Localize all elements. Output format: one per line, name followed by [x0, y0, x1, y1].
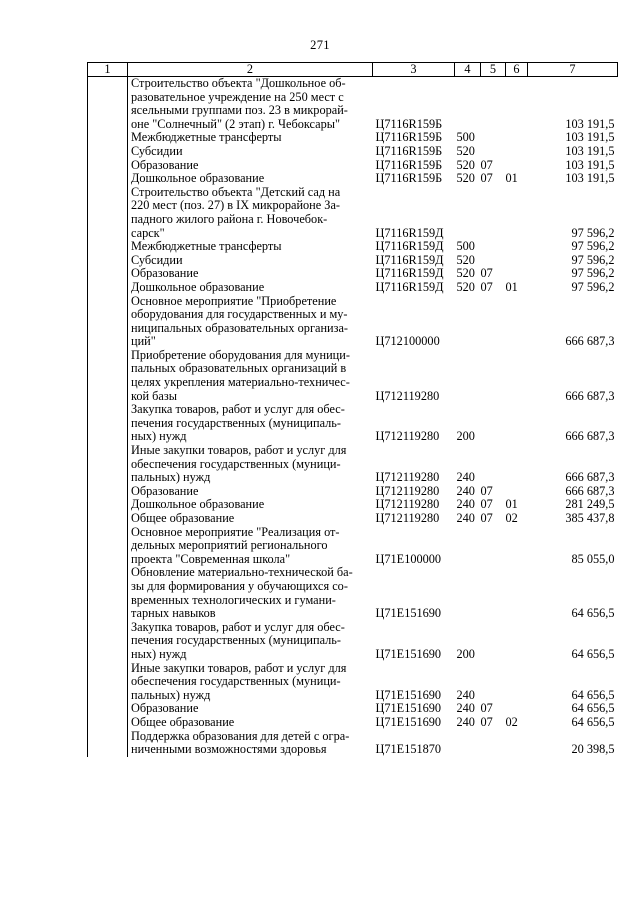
- item-name-cell: [128, 186, 373, 240]
- item-name-line: Субсидии: [131, 143, 183, 158]
- table-row: [88, 444, 618, 485]
- target-code-cell: Ц7116R159Б: [375, 143, 443, 158]
- item-name-line: Образование: [131, 701, 199, 716]
- amount-cell: 97 596,2: [571, 239, 615, 254]
- subsection-cell: [506, 485, 528, 499]
- expense-type-cell: [455, 186, 481, 240]
- target-code-cell: Ц7116R159Б: [375, 157, 443, 172]
- item-name-line: ниченными возможностями здоровья: [131, 742, 327, 757]
- section-cell: [481, 403, 506, 444]
- subsection-cell: [506, 186, 528, 240]
- amount-cell: 64 656,5: [571, 646, 615, 661]
- item-name-line: ных) нужд: [131, 646, 187, 661]
- item-name-cell: [128, 254, 373, 268]
- item-name-cell: [128, 267, 373, 281]
- expense-type-cell: 200: [456, 646, 475, 661]
- target-code-cell: Ц7116R159Д: [375, 239, 444, 254]
- item-name-cell: [128, 240, 373, 254]
- row-number-cell: [88, 702, 128, 716]
- amount-cell: 666 687,3: [565, 388, 615, 403]
- section-cell: [481, 254, 506, 268]
- amount-cell: 385 437,8: [565, 511, 615, 525]
- target-code-cell: Ц7116R159Б: [375, 171, 443, 186]
- section-cell: 07: [480, 511, 493, 525]
- item-name-cell: [128, 730, 373, 757]
- table-row: [88, 159, 618, 173]
- item-name-line: Образование: [131, 483, 199, 498]
- section-cell: [481, 240, 506, 254]
- subsection-cell: [506, 526, 528, 567]
- section-cell: [481, 131, 506, 145]
- target-code-cell: Ц712119280: [375, 511, 440, 525]
- expense-type-cell: 520: [456, 266, 475, 281]
- row-number-cell: [88, 267, 128, 281]
- expense-type-cell: 240: [456, 687, 475, 702]
- subsection-cell: [506, 267, 528, 281]
- subsection-cell: [506, 662, 528, 703]
- item-name-line: зы для формирования у обучающихся со-: [131, 578, 348, 593]
- target-code-cell: Ц71Е151690: [375, 714, 442, 729]
- subsection-cell: [506, 403, 528, 444]
- target-code-cell: Ц712100000: [375, 334, 440, 349]
- col-header-1: 1: [88, 63, 128, 77]
- column-number-header-row: [88, 63, 618, 77]
- amount-cell: 103 191,5: [565, 143, 615, 158]
- section-cell: [481, 566, 506, 620]
- item-name-line: Общее образование: [131, 511, 235, 525]
- item-name-line: Строительство объекта "Детский сад на: [131, 184, 341, 199]
- subsection-cell: [506, 145, 528, 159]
- expense-type-cell: 520: [456, 279, 475, 294]
- item-name-cell: [128, 716, 373, 730]
- item-name-line: Основное мероприятие "Реализация от-: [131, 524, 340, 539]
- expense-type-cell: 240: [456, 714, 475, 729]
- item-name-cell: [128, 145, 373, 159]
- amount-cell: 666 687,3: [565, 483, 615, 498]
- amount-cell: 85 055,0: [571, 551, 615, 566]
- target-code-cell: Ц7116R159Б: [375, 130, 443, 145]
- section-cell: [481, 730, 506, 757]
- item-name-cell: [128, 281, 373, 295]
- col-header-4: 4: [455, 63, 481, 77]
- row-number-cell: [88, 131, 128, 145]
- item-name-line: Общее образование: [131, 714, 235, 729]
- target-code-cell: Ц71Е151690: [375, 646, 442, 661]
- col-header-3: 3: [373, 63, 455, 77]
- section-cell: 07: [480, 483, 493, 498]
- table-row: [88, 186, 618, 240]
- expense-type-cell: [455, 349, 481, 403]
- item-name-line: проекта "Современная школа": [131, 551, 291, 566]
- item-name-line: ниципальных образовательных организа-: [131, 320, 349, 335]
- item-name-line: сарск": [131, 225, 165, 240]
- subsection-cell: 01: [505, 497, 518, 512]
- target-code-cell: Ц7116R159Б: [375, 116, 443, 131]
- item-name-cell: [128, 77, 373, 132]
- row-number-cell: [88, 662, 128, 703]
- subsection-cell: 01: [505, 171, 518, 186]
- table-row: [88, 172, 618, 186]
- table-row: [88, 267, 618, 281]
- table-row: [88, 702, 618, 716]
- section-cell: [481, 77, 506, 132]
- item-name-cell: [128, 172, 373, 186]
- amount-cell: 64 656,5: [571, 606, 615, 621]
- table-row: [88, 295, 618, 349]
- section-cell: [481, 145, 506, 159]
- item-name-cell: [128, 621, 373, 662]
- amount-cell: 281 249,5: [565, 497, 615, 512]
- table-row: [88, 485, 618, 499]
- amount-cell: 97 596,2: [571, 279, 615, 294]
- amount-cell: 666 687,3: [565, 334, 615, 349]
- amount-cell: 64 656,5: [571, 687, 615, 702]
- item-name-line: Поддержка образования для детей с огра-: [131, 728, 350, 743]
- expense-type-cell: [455, 295, 481, 349]
- table-row: [88, 526, 618, 567]
- subsection-cell: [506, 254, 528, 268]
- section-cell: [481, 349, 506, 403]
- expense-type-cell: [455, 566, 481, 620]
- item-name-cell: [128, 702, 373, 716]
- item-name-line: Иные закупки товаров, работ и услуг для: [131, 660, 347, 675]
- subsection-cell: [506, 730, 528, 757]
- row-number-cell: [88, 240, 128, 254]
- target-code-cell: Ц712119280: [375, 483, 440, 498]
- amount-cell: 103 191,5: [565, 116, 615, 131]
- amount-cell: 97 596,2: [571, 225, 615, 240]
- subsection-cell: [506, 349, 528, 403]
- col-header-5: 5: [481, 63, 506, 77]
- target-code-cell: Ц7116R159Д: [375, 279, 444, 294]
- item-name-line: Образование: [131, 266, 199, 281]
- item-name-line: ных) нужд: [131, 429, 187, 444]
- row-number-cell: [88, 254, 128, 268]
- target-code-cell: Ц71Е151870: [375, 742, 442, 757]
- expense-type-cell: 240: [456, 511, 475, 525]
- section-cell: 07: [480, 157, 493, 172]
- target-code-cell: Ц712119280: [375, 388, 440, 403]
- col-header-2: 2: [128, 63, 373, 77]
- table-row: [88, 77, 618, 132]
- expense-type-cell: 520: [456, 157, 475, 172]
- item-name-line: Субсидии: [131, 252, 183, 267]
- section-cell: [481, 186, 506, 240]
- table-row: [88, 145, 618, 159]
- amount-cell: 64 656,5: [571, 701, 615, 716]
- item-name-line: тарных навыков: [131, 606, 216, 621]
- item-name-line: обеспечения государственных (муници-: [131, 456, 341, 471]
- target-code-cell: Ц7116R159Д: [375, 252, 444, 267]
- section-cell: [481, 662, 506, 703]
- item-name-line: Закупка товаров, работ и услуг для обес-: [131, 402, 345, 417]
- expense-type-cell: 240: [456, 470, 475, 485]
- amount-cell: 97 596,2: [571, 266, 615, 281]
- section-cell: 07: [480, 171, 493, 186]
- item-name-line: ясельными группами поз. 23 в микрорай-: [131, 103, 348, 118]
- amount-cell: 103 191,5: [565, 171, 615, 186]
- target-code-cell: Ц71Е151690: [375, 701, 442, 716]
- section-cell: [481, 526, 506, 567]
- amount-cell: 666 687,3: [565, 470, 615, 485]
- row-number-cell: [88, 186, 128, 240]
- table-row: [88, 254, 618, 268]
- item-name-line: печения государственных (муниципаль-: [131, 633, 341, 648]
- item-name-line: оборудования для государственных и му-: [131, 307, 348, 322]
- item-name-line: печения государственных (муниципаль-: [131, 415, 341, 430]
- item-name-line: ций": [131, 334, 156, 349]
- row-number-cell: [88, 172, 128, 186]
- row-number-cell: [88, 526, 128, 567]
- subsection-cell: [506, 77, 528, 132]
- subsection-cell: 02: [505, 714, 518, 729]
- row-number-cell: [88, 512, 128, 526]
- item-name-cell: [128, 526, 373, 567]
- item-name-line: Межбюджетные трансферты: [131, 239, 282, 254]
- item-name-line: Приобретение оборудования для муници-: [131, 347, 350, 362]
- item-name-cell: [128, 498, 373, 512]
- item-name-line: Обновление материально-технической ба-: [131, 565, 353, 580]
- item-name-line: Закупка товаров, работ и услуг для обес-: [131, 619, 345, 634]
- subsection-cell: [506, 131, 528, 145]
- target-code-cell: Ц71Е151690: [375, 606, 442, 621]
- target-code-cell: Ц71Е100000: [375, 551, 442, 566]
- subsection-cell: [506, 240, 528, 254]
- table-row: [88, 716, 618, 730]
- item-name-cell: [128, 403, 373, 444]
- row-number-cell: [88, 77, 128, 132]
- table-row: [88, 730, 618, 757]
- row-number-cell: [88, 145, 128, 159]
- item-name-line: оне "Солнечный" (2 этап) г. Чебоксары": [131, 116, 341, 131]
- target-code-cell: Ц712119280: [375, 470, 440, 485]
- item-name-line: дельных мероприятий регионального: [131, 538, 328, 553]
- page-number: 271: [310, 38, 330, 52]
- amount-cell: 103 191,5: [565, 157, 615, 172]
- subsection-cell: [506, 444, 528, 485]
- amount-cell: 20 398,5: [571, 742, 615, 757]
- amount-cell: 666 687,3: [565, 429, 615, 444]
- target-code-cell: Ц7116R159Д: [375, 225, 444, 240]
- item-name-cell: [128, 512, 373, 526]
- section-cell: 07: [480, 266, 493, 281]
- row-number-cell: [88, 716, 128, 730]
- table-row: [88, 281, 618, 295]
- item-name-cell: [128, 131, 373, 145]
- item-name-cell: [128, 295, 373, 349]
- row-number-cell: [88, 566, 128, 620]
- subsection-cell: [506, 702, 528, 716]
- item-name-line: Дошкольное образование: [131, 279, 265, 294]
- row-number-cell: [88, 403, 128, 444]
- row-number-cell: [88, 159, 128, 173]
- item-name-line: Дошкольное образование: [131, 171, 265, 186]
- table-row: [88, 403, 618, 444]
- expense-type-cell: 500: [456, 130, 475, 145]
- table-row: [88, 349, 618, 403]
- section-cell: 07: [480, 701, 493, 716]
- row-number-cell: [88, 498, 128, 512]
- amount-cell: 64 656,5: [571, 714, 615, 729]
- subsection-cell: [506, 566, 528, 620]
- section-cell: 07: [480, 497, 493, 512]
- item-name-line: целях укрепления материально-техничес-: [131, 375, 350, 390]
- col-header-7: 7: [528, 63, 618, 77]
- item-name-line: Основное мероприятие "Приобретение: [131, 293, 337, 308]
- item-name-cell: [128, 662, 373, 703]
- col-header-6: 6: [506, 63, 528, 77]
- expense-type-cell: 240: [456, 483, 475, 498]
- row-number-cell: [88, 281, 128, 295]
- expense-type-cell: 240: [456, 701, 475, 716]
- item-name-line: пальных) нужд: [131, 687, 211, 702]
- expense-type-cell: [455, 77, 481, 132]
- item-name-cell: [128, 566, 373, 620]
- row-number-cell: [88, 621, 128, 662]
- table-row: [88, 498, 618, 512]
- section-cell: [481, 444, 506, 485]
- row-number-cell: [88, 349, 128, 403]
- item-name-line: временных технологических и гумани-: [131, 592, 336, 607]
- budget-table: [87, 62, 618, 757]
- target-code-cell: Ц71Е151690: [375, 687, 442, 702]
- row-number-cell: [88, 444, 128, 485]
- item-name-line: разовательное учреждение на 250 мест с: [131, 89, 344, 104]
- amount-cell: 97 596,2: [571, 252, 615, 267]
- subsection-cell: [506, 159, 528, 173]
- table-row: [88, 566, 618, 620]
- expense-type-cell: 520: [456, 252, 475, 267]
- item-name-line: кой базы: [131, 388, 177, 403]
- table-row: [88, 621, 618, 662]
- section-cell: 07: [480, 714, 493, 729]
- item-name-cell: [128, 159, 373, 173]
- table-body: [88, 77, 618, 757]
- item-name-line: пальных образовательных организаций в: [131, 361, 347, 376]
- table-row: [88, 512, 618, 526]
- item-name-line: 220 мест (поз. 27) в IX микрорайоне За-: [131, 198, 340, 213]
- section-cell: [481, 621, 506, 662]
- row-number-cell: [88, 295, 128, 349]
- item-name-cell: [128, 349, 373, 403]
- item-name-line: Дошкольное образование: [131, 497, 265, 512]
- subsection-cell: 01: [505, 279, 518, 294]
- expense-type-cell: [455, 730, 481, 757]
- item-name-cell: [128, 485, 373, 499]
- subsection-cell: 02: [505, 511, 518, 525]
- item-name-line: Образование: [131, 157, 199, 172]
- item-name-cell: [128, 444, 373, 485]
- item-name-line: обеспечения государственных (муници-: [131, 674, 341, 689]
- section-cell: 07: [480, 279, 493, 294]
- item-name-line: пальных) нужд: [131, 470, 211, 485]
- expense-type-cell: 240: [456, 497, 475, 512]
- expense-type-cell: 520: [456, 143, 475, 158]
- row-number-cell: [88, 485, 128, 499]
- section-cell: [481, 295, 506, 349]
- table-row: [88, 662, 618, 703]
- target-code-cell: Ц7116R159Д: [375, 266, 444, 281]
- subsection-cell: [506, 295, 528, 349]
- row-number-cell: [88, 730, 128, 757]
- amount-cell: 103 191,5: [565, 130, 615, 145]
- target-code-cell: Ц712119280: [375, 429, 440, 444]
- item-name-line: Межбюджетные трансферты: [131, 130, 282, 145]
- expense-type-cell: 200: [456, 429, 475, 444]
- expense-type-cell: [455, 526, 481, 567]
- target-code-cell: Ц712119280: [375, 497, 440, 512]
- expense-type-cell: 520: [456, 171, 475, 186]
- item-name-line: Строительство объекта "Дошкольное об-: [131, 76, 346, 90]
- subsection-cell: [506, 621, 528, 662]
- table-row: [88, 131, 618, 145]
- item-name-line: падного жилого района г. Новочебок-: [131, 211, 328, 226]
- item-name-line: Иные закупки товаров, работ и услуг для: [131, 443, 347, 458]
- expense-type-cell: 500: [456, 239, 475, 254]
- table-row: [88, 240, 618, 254]
